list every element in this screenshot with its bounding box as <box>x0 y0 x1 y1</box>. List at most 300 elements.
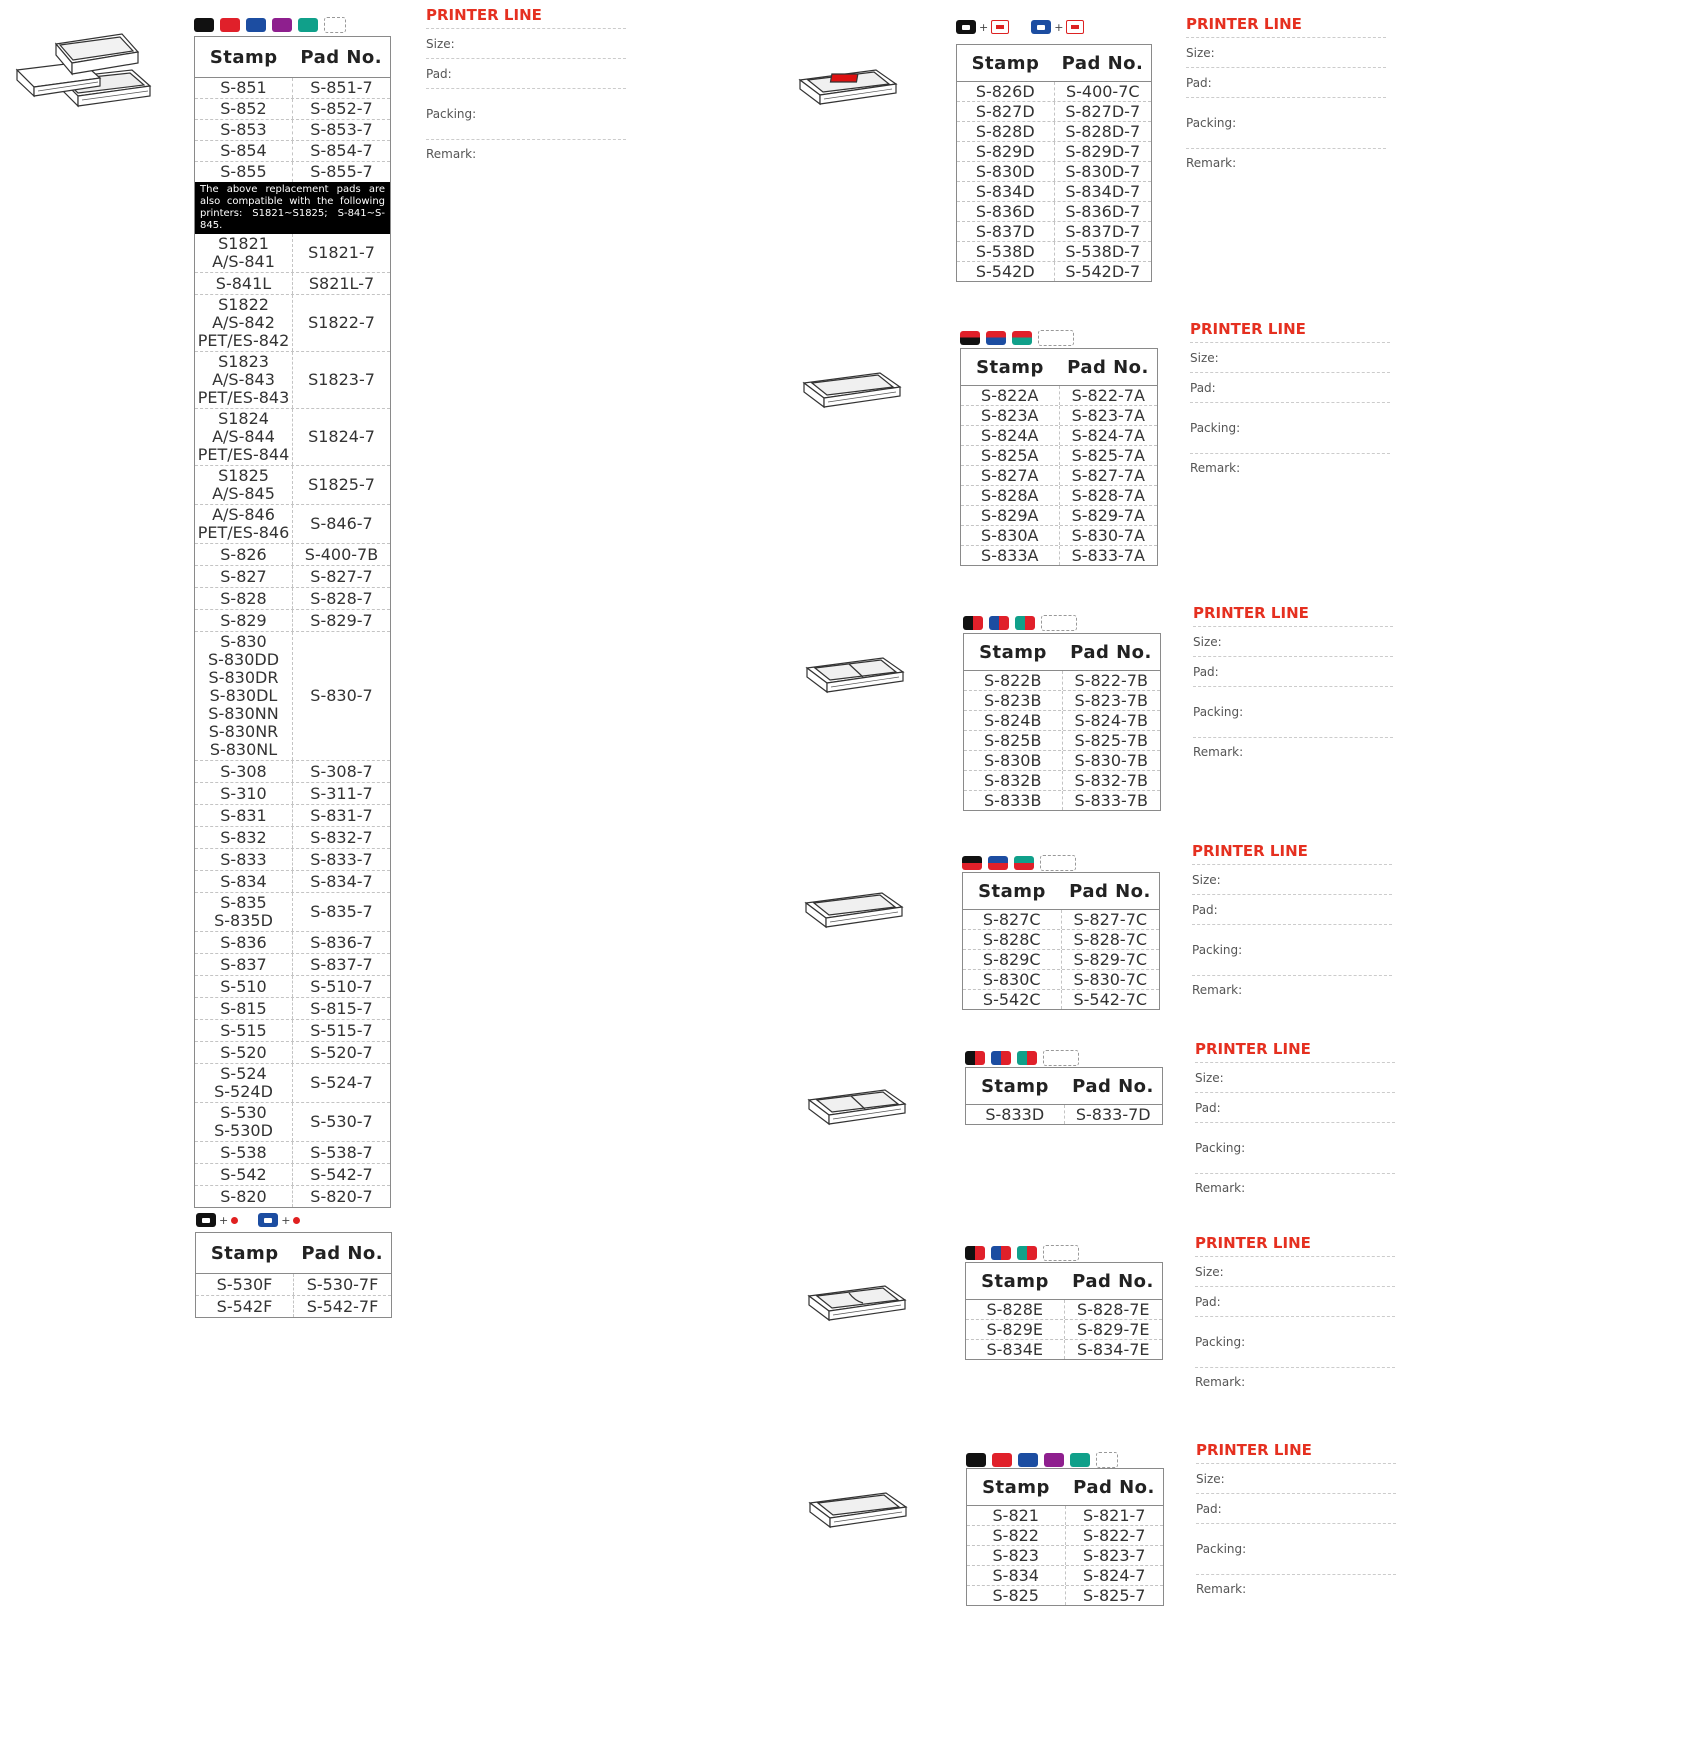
uninked-swatch <box>1096 1452 1118 1468</box>
pad-cell: S-833-7A <box>1071 545 1145 565</box>
stamp-header: Stamp <box>981 1270 1049 1292</box>
stamp-cell: S-836D <box>957 202 1055 221</box>
table-row <box>957 202 1151 222</box>
pad-cell: S1824-7 <box>308 427 375 446</box>
printer-line-title: PRINTER LINE <box>1186 15 1386 38</box>
table-row <box>195 632 390 761</box>
pad-cell: S-824-7 <box>1083 1565 1146 1585</box>
stamp-model: S-542 <box>220 1164 267 1184</box>
stamp-model: S1825 <box>218 466 269 485</box>
stamp-model: S-835D <box>214 911 273 930</box>
stamp-cell <box>195 783 293 804</box>
stamp-header: Stamp <box>210 1242 279 1264</box>
stamp-model: S-830DL <box>209 686 278 705</box>
blue-kit: + <box>258 1213 300 1227</box>
table-row <box>964 771 1160 791</box>
stamp-cell <box>195 1042 293 1063</box>
ink-color-swatches <box>965 1050 1079 1066</box>
pad-header: Pad No. <box>1070 641 1152 663</box>
table-row <box>957 262 1151 281</box>
uninked-swatch <box>1040 855 1076 871</box>
size-field: Size: <box>426 29 626 59</box>
pad-cell: S-846-7 <box>310 514 373 533</box>
stamp-model: S1823 <box>218 352 269 371</box>
table-row <box>195 761 390 783</box>
remark-field: Remark: <box>1190 461 1241 475</box>
pad-cell: S1823-7 <box>308 370 375 389</box>
kit-legend <box>196 1213 300 1227</box>
stamp-cell <box>195 1103 293 1141</box>
pad-cell: S-524-7 <box>310 1073 373 1092</box>
stamp-model: S-524D <box>214 1082 273 1101</box>
pad-field: Pad: <box>1186 68 1386 98</box>
stamp-model: S-826 <box>220 544 267 564</box>
table-row <box>195 78 390 99</box>
pad-cell: S-825-7 <box>1083 1585 1146 1605</box>
table-row <box>196 1296 391 1317</box>
compatibility-table <box>963 633 1161 811</box>
stamp-cell <box>195 352 293 408</box>
table-row <box>195 141 390 162</box>
stamp-cell <box>195 893 293 931</box>
stamp-cell <box>195 141 293 161</box>
stamp-cell: S-542C <box>963 990 1062 1009</box>
stamp-model: S-827 <box>220 566 267 586</box>
stamp-model: S-510 <box>220 976 267 996</box>
table-row <box>195 1164 390 1186</box>
table-row <box>961 466 1157 486</box>
table-header <box>966 1263 1162 1300</box>
remark-field: Remark: <box>1195 1375 1246 1389</box>
pad-header: Pad No. <box>1069 880 1151 902</box>
pad-cell: S-829-7C <box>1073 949 1148 969</box>
packing-field: Packing: <box>1196 1524 1396 1575</box>
pad-cell: S-822-7B <box>1074 670 1148 690</box>
stamp-cell <box>195 505 293 543</box>
ink-color-swatches <box>963 615 1077 631</box>
pad-cell: S-827-7C <box>1073 909 1148 929</box>
stamp-cell <box>195 954 293 975</box>
printer-line-form <box>1192 842 1392 1004</box>
pad-cell: S-825-7A <box>1071 445 1145 465</box>
stamp-model: S-853 <box>220 120 267 139</box>
compatibility-table <box>962 872 1160 1010</box>
table-row <box>195 99 390 120</box>
stamp-model: A/S-846 <box>212 505 275 524</box>
pad-cell: S-815-7 <box>310 998 373 1018</box>
table-row <box>195 827 390 849</box>
printer-line-form <box>1196 1441 1396 1603</box>
teal-swatch <box>1017 1051 1037 1065</box>
table-row <box>195 998 390 1020</box>
remark-field: Remark: <box>1192 983 1243 997</box>
stamp-header: Stamp <box>971 52 1040 74</box>
stamp-cell <box>195 827 293 848</box>
compatibility-table <box>966 1468 1164 1606</box>
stamp-cell <box>196 1296 294 1317</box>
table-row <box>961 506 1157 526</box>
compatibility-table <box>965 1067 1163 1125</box>
stamp-model: S-308 <box>220 761 267 781</box>
black-kit: + <box>956 20 1009 34</box>
stamp-model: A/S-844 <box>212 427 275 446</box>
stamp-model: S-829 <box>220 610 267 630</box>
table-row <box>195 352 390 409</box>
pad-cell: S1822-7 <box>308 313 375 332</box>
size-field: Size: <box>1190 343 1390 373</box>
table-row <box>963 990 1159 1009</box>
stamp-cell: S-829D <box>957 142 1055 161</box>
table-row <box>196 1274 391 1296</box>
table-row <box>961 546 1157 565</box>
stamp-cell: S-823A <box>961 406 1060 425</box>
stamp-model: S-831 <box>220 805 267 825</box>
stamp-cell <box>195 998 293 1019</box>
table-row <box>963 950 1159 970</box>
stamp-model: S-830DR <box>208 668 279 687</box>
pad-field: Pad: <box>1192 895 1392 925</box>
pad-cell: S-830D-7 <box>1065 161 1141 181</box>
table-row <box>195 893 390 932</box>
ink-color-swatches <box>960 330 1074 346</box>
stamp-model: S-524 <box>220 1064 267 1083</box>
table-row <box>957 162 1151 182</box>
stamp-model: S-854 <box>220 141 267 160</box>
stamp-cell: S-833D <box>966 1105 1065 1124</box>
pad-cell: S-837D-7 <box>1065 221 1141 241</box>
blue-swatch <box>991 1246 1011 1260</box>
stamp-cell: S-830A <box>961 526 1060 545</box>
stamp-model: S-834 <box>220 871 267 891</box>
stamp-cell: S-824B <box>964 711 1063 730</box>
pad-cell: S-829D-7 <box>1065 141 1141 161</box>
pad-cell: S-538-7 <box>310 1142 373 1162</box>
pad-cell: S-823-7B <box>1074 690 1148 710</box>
table-row <box>195 544 390 566</box>
uninked-swatch <box>324 17 346 33</box>
pad-cell: S-828-7C <box>1073 929 1148 949</box>
stamp-cell: S-828E <box>966 1300 1065 1319</box>
stamp-cell: S-823B <box>964 691 1063 710</box>
stamp-pad-illustration <box>800 365 904 409</box>
pad-cell: S-820-7 <box>310 1186 373 1206</box>
stamp-cell: S-827C <box>963 910 1062 929</box>
red-swatch <box>220 18 240 32</box>
pad-cell: S-542-7 <box>310 1164 373 1184</box>
table-row <box>966 1300 1162 1320</box>
stamp-model: S-832 <box>220 827 267 847</box>
stamp-model: S-530D <box>214 1121 273 1140</box>
stamp-cell <box>195 120 293 140</box>
pad-cell: S-833-7B <box>1074 790 1148 810</box>
pad-cell: S-830-7A <box>1071 525 1145 545</box>
table-row <box>967 1566 1163 1586</box>
pad-cell: S1821-7 <box>308 243 375 262</box>
pad-cell: S-833-7 <box>310 849 373 869</box>
pad-header: Pad No. <box>1061 52 1144 74</box>
pad-cell: S-837-7 <box>310 954 373 974</box>
pad-cell: S-530-7 <box>310 1112 373 1131</box>
stamp-cell: S-826D <box>957 82 1055 101</box>
printer-line-title: PRINTER LINE <box>1195 1234 1395 1257</box>
stamp-pad-illustration <box>802 885 906 929</box>
printer-line-form <box>1190 320 1390 482</box>
stamp-cell: S-829E <box>966 1320 1065 1339</box>
table-row <box>195 466 390 505</box>
size-field: Size: <box>1196 1464 1396 1494</box>
pad-cell: S-530-7F <box>306 1274 379 1294</box>
table-row <box>195 1142 390 1164</box>
stamp-cell: S-837D <box>957 222 1055 241</box>
teal-swatch <box>1012 331 1032 345</box>
stamp-cell: S-825A <box>961 446 1060 465</box>
pad-field: Pad: <box>1195 1287 1395 1317</box>
compatibility-table <box>965 1262 1163 1360</box>
stamp-header: Stamp <box>979 641 1047 663</box>
printer-line-title: PRINTER LINE <box>426 6 626 29</box>
stamp-cell <box>195 544 293 565</box>
blue-swatch <box>988 856 1008 870</box>
table-row <box>964 671 1160 691</box>
ink-color-swatches <box>962 855 1076 871</box>
stamp-cell: S-822B <box>964 671 1063 690</box>
packing-field: Packing: <box>1186 98 1386 149</box>
stamp-model: S-515 <box>220 1020 267 1040</box>
stamp-model: S1824 <box>218 409 269 428</box>
table-row <box>966 1320 1162 1340</box>
table-row <box>957 122 1151 142</box>
stamp-cell: S-834D <box>957 182 1055 201</box>
stamp-cell <box>195 99 293 119</box>
stamp-model: S-820 <box>220 1186 267 1206</box>
stamp-model: S-530F <box>216 1274 273 1294</box>
printer-line-form <box>1195 1234 1395 1396</box>
pad-cell: S-830-7 <box>310 686 373 705</box>
pad-cell: S-311-7 <box>310 783 373 803</box>
pad-cell: S-827-7 <box>310 566 373 586</box>
stamp-model: S-835 <box>220 893 267 912</box>
pad-cell: S-828D-7 <box>1065 121 1141 141</box>
blue-swatch <box>989 616 1009 630</box>
table-row <box>961 406 1157 426</box>
pad-cell: S-824-7B <box>1074 710 1148 730</box>
packing-field: Packing: <box>1192 925 1392 976</box>
stamp-model: S-830 <box>220 632 267 651</box>
stamp-cell <box>195 162 293 182</box>
black-swatch <box>965 1051 985 1065</box>
compatibility-note: The above replacement pads are also compatible with the following printers: S1821~S1825; S-841~S-845. <box>195 182 390 234</box>
packing-field: Packing: <box>1190 403 1390 454</box>
pad-cell: S-836D-7 <box>1065 201 1141 221</box>
table-row <box>967 1526 1163 1546</box>
stamp-header: Stamp <box>978 880 1046 902</box>
pad-header: Pad No. <box>300 46 383 68</box>
table-row <box>961 486 1157 506</box>
table-row <box>964 711 1160 731</box>
pad-cell: S-823-7A <box>1071 405 1145 425</box>
stamp-cell <box>195 1064 293 1102</box>
pad-header: Pad No. <box>1072 1270 1154 1292</box>
table-row <box>966 1340 1162 1359</box>
table-row <box>195 871 390 893</box>
table-row <box>957 142 1151 162</box>
pad-cell: S-400-7C <box>1065 81 1140 101</box>
packing-field: Packing: <box>1193 687 1393 738</box>
table-row <box>195 1103 390 1142</box>
table-row <box>966 1105 1162 1124</box>
table-row <box>195 1020 390 1042</box>
pad-field: Pad: <box>1190 373 1390 403</box>
uninked-swatch <box>1043 1245 1079 1261</box>
stamp-model: PET/ES-843 <box>197 388 290 407</box>
printer-line-form <box>1195 1040 1395 1202</box>
stamp-cell <box>195 1164 293 1185</box>
table-row <box>964 751 1160 771</box>
stamp-cell: S-834 <box>967 1566 1066 1585</box>
pad-cell: S-836-7 <box>310 932 373 952</box>
table-header <box>966 1068 1162 1105</box>
pad-cell: S-824-7A <box>1071 425 1145 445</box>
table-header <box>957 45 1151 82</box>
red-swatch <box>992 1453 1012 1467</box>
pad-field: Pad: <box>1196 1494 1396 1524</box>
stamp-model: S-310 <box>220 783 267 803</box>
table-row <box>195 588 390 610</box>
pad-cell: S-832-7B <box>1074 770 1148 790</box>
ink-color-swatches <box>194 17 346 33</box>
black-swatch <box>962 856 982 870</box>
pad-cell: S-831-7 <box>310 805 373 825</box>
pad-cell: S-829-7E <box>1076 1319 1150 1339</box>
teal-swatch <box>1015 616 1035 630</box>
pad-cell: S-833-7D <box>1075 1104 1151 1124</box>
stamp-model: S-852 <box>220 99 267 118</box>
ink-color-swatches <box>966 1452 1118 1468</box>
table-row <box>967 1506 1163 1526</box>
stamp-model: S-841L <box>215 273 272 293</box>
stamp-pad-illustration <box>805 1278 909 1322</box>
size-field: Size: <box>1186 38 1386 68</box>
pad-cell: S-822-7 <box>1083 1525 1146 1545</box>
stamp-cell: S-824A <box>961 426 1060 445</box>
pad-cell: S-830-7B <box>1074 750 1148 770</box>
stamp-header: Stamp <box>981 1075 1049 1097</box>
pad-header: Pad No. <box>301 1242 384 1264</box>
stamp-cell: S-825B <box>964 731 1063 750</box>
stamp-cell <box>195 1186 293 1207</box>
table-row <box>957 82 1151 102</box>
table-row <box>195 409 390 466</box>
table-header <box>961 349 1157 386</box>
stamp-cell <box>195 1020 293 1041</box>
stamp-model: S-837 <box>220 954 267 974</box>
table-row <box>961 526 1157 546</box>
stamp-cell <box>195 976 293 997</box>
table-row <box>957 222 1151 242</box>
pad-cell: S-828-7E <box>1076 1299 1150 1319</box>
stamp-cell <box>195 78 293 98</box>
uninked-swatch <box>1043 1050 1079 1066</box>
size-field: Size: <box>1195 1257 1395 1287</box>
stamp-cell <box>195 295 293 351</box>
stamp-cell: S-828D <box>957 122 1055 141</box>
printer-line-title: PRINTER LINE <box>1193 604 1393 627</box>
pad-cell: S-852-7 <box>310 99 373 118</box>
pad-cell: S-853-7 <box>310 120 373 139</box>
printer-line-form <box>1186 15 1386 177</box>
pad-cell: S-829-7 <box>310 610 373 630</box>
pad-cell: S-855-7 <box>310 162 373 181</box>
pad-field: Pad: <box>1195 1093 1395 1123</box>
remark-field: Remark: <box>1193 745 1244 759</box>
stamp-cell: S-832B <box>964 771 1063 790</box>
size-field: Size: <box>1195 1063 1395 1093</box>
table-row <box>961 426 1157 446</box>
stamp-header: Stamp <box>209 46 278 68</box>
stamp-model: S-830DD <box>207 650 280 669</box>
stamp-cell: S-829C <box>963 950 1062 969</box>
table-row <box>195 783 390 805</box>
pad-cell: S-828-7A <box>1071 485 1145 505</box>
stamp-model: S-520 <box>220 1042 267 1062</box>
table-row <box>195 849 390 871</box>
pad-cell: S-308-7 <box>310 761 373 781</box>
teal-swatch <box>298 18 318 32</box>
pad-cell: S-515-7 <box>310 1020 373 1040</box>
black-swatch <box>963 616 983 630</box>
purple-swatch <box>272 18 292 32</box>
stamp-model: S-836 <box>220 932 267 952</box>
pad-cell: S-835-7 <box>310 902 373 921</box>
stamp-cell <box>195 409 293 465</box>
stamp-cell: S-822A <box>961 386 1060 405</box>
printer-line-title: PRINTER LINE <box>1190 320 1390 343</box>
teal-swatch <box>1014 856 1034 870</box>
stamp-cell: S-542D <box>957 262 1055 281</box>
pad-cell: S-828-7 <box>310 588 373 608</box>
pad-cell: S-542D-7 <box>1065 261 1141 281</box>
stamp-cell <box>196 1274 294 1295</box>
remark-field: Remark: <box>426 147 477 161</box>
stamp-pad-illustration <box>796 62 900 106</box>
pad-cell: S-832-7 <box>310 827 373 847</box>
stamp-cell: S-830C <box>963 970 1062 989</box>
size-field: Size: <box>1192 865 1392 895</box>
stamp-model: S-833 <box>220 849 267 869</box>
uninked-swatch <box>1041 615 1077 631</box>
table-row <box>957 242 1151 262</box>
stamp-cell <box>195 849 293 870</box>
blue-swatch <box>246 18 266 32</box>
stamp-model: A/S-843 <box>212 370 275 389</box>
stamp-model: PET/ES-844 <box>197 445 290 464</box>
pad-cell: S-520-7 <box>310 1042 373 1062</box>
blue-swatch <box>991 1051 1011 1065</box>
table-header <box>967 1469 1163 1506</box>
table-row <box>195 566 390 588</box>
stamp-model: S-830NN <box>208 704 279 723</box>
table-row <box>964 791 1160 810</box>
remark-field: Remark: <box>1195 1181 1246 1195</box>
stamp-model: PET/ES-842 <box>197 331 290 350</box>
table-row <box>195 805 390 827</box>
stamp-cell: S-829A <box>961 506 1060 525</box>
stamp-cell: S-830D <box>957 162 1055 181</box>
size-field: Size: <box>1193 627 1393 657</box>
pad-cell: S-510-7 <box>310 976 373 996</box>
pad-cell: S-538D-7 <box>1065 241 1141 261</box>
stamp-model: S-830NL <box>209 740 278 759</box>
